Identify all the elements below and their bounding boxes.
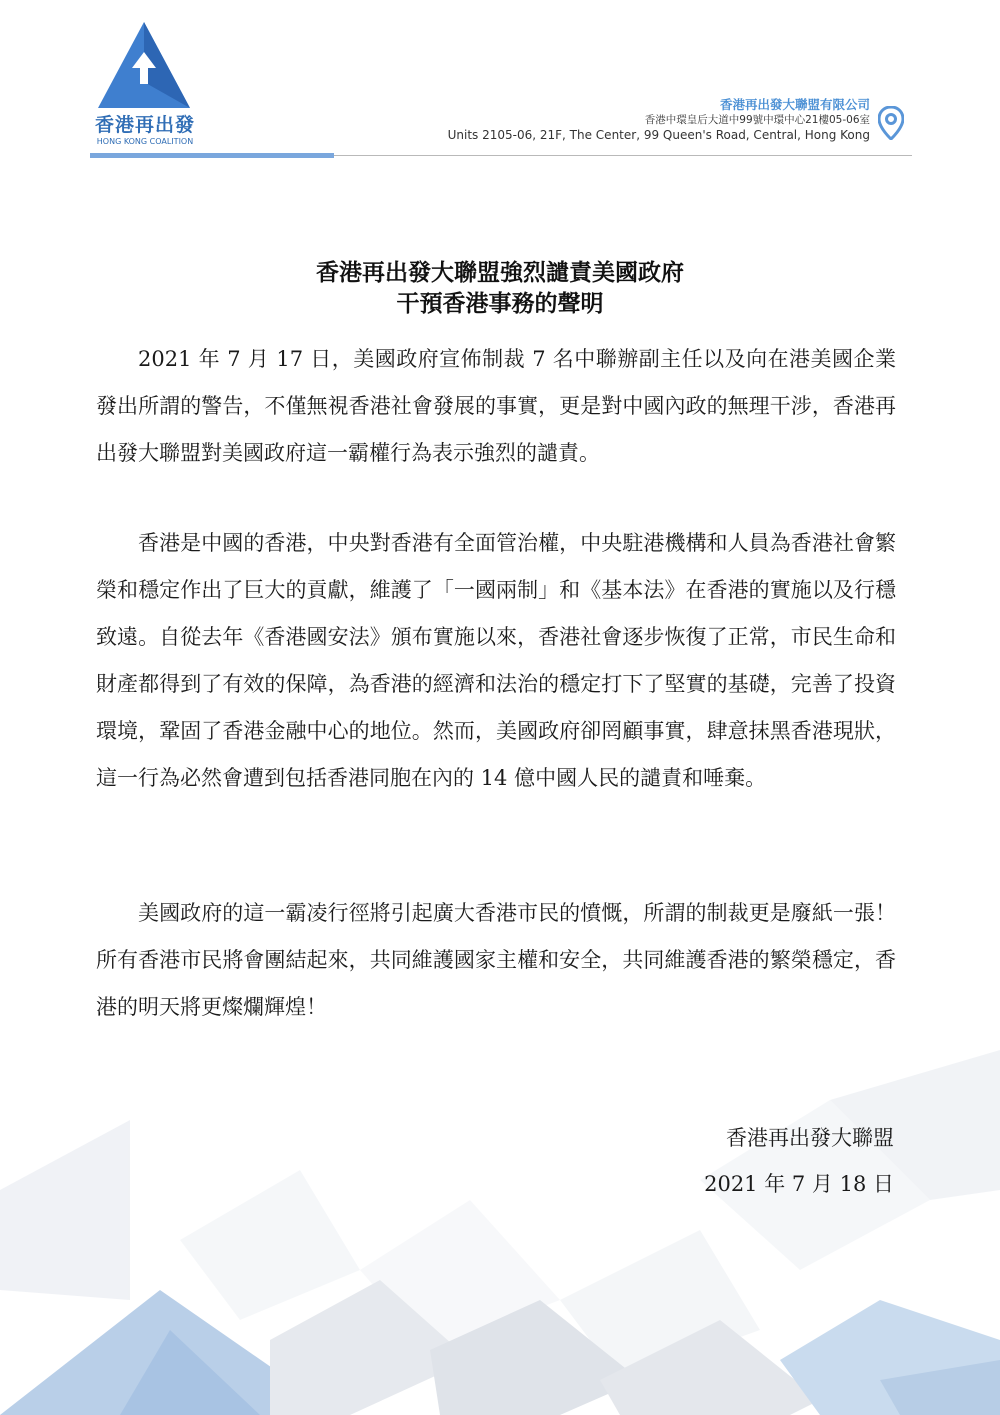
header-rule-accent	[90, 153, 334, 158]
paragraph-1-text: 2021 年 7 月 17 日，美國政府宣佈制裁 7 名中聯辦副主任以及向在港美國企業發出所謂的警告，不僅無視香港社會發展的事實，更是對中國內政的無理干涉，香港再出發大聯盟對美國政府這一霸權行為表示強烈的譴責。	[96, 347, 896, 465]
address-zh: 香港中環皇后大道中99號中環中心21樓05-06室	[644, 114, 870, 126]
mountain-arrow-logo-icon	[98, 22, 190, 112]
paragraph-2	[96, 520, 896, 802]
statement-title-line1: 香港再出發大聯盟強烈譴責美國政府	[316, 260, 684, 286]
letterhead	[0, 0, 1000, 170]
paragraph-3	[96, 890, 896, 1031]
logo-name-zh: 香港再出發	[94, 114, 195, 136]
signature-organization: 香港再出發大聯盟	[726, 1126, 894, 1150]
location-pin-icon	[878, 106, 904, 140]
paragraph-3-text: 美國政府的這一霸凌行徑將引起廣大香港市民的憤慨，所謂的制裁更是廢紙一張！所有香港市民將會團結起來，共同維護國家主權和安全，共同維護香港的繁榮穩定，香港的明天將更燦爛輝煌！	[96, 901, 896, 1019]
signature-date: 2021 年 7 月 18 日	[704, 1172, 894, 1196]
company-name: 香港再出發大聯盟有限公司	[719, 97, 870, 112]
paragraph-1	[96, 336, 896, 477]
header-rule	[334, 155, 912, 156]
address-en: Units 2105-06, 21F, The Center, 99 Queen's Road, Central, Hong Kong	[447, 128, 870, 142]
statement-title-line2: 干預香港事務的聲明	[396, 291, 604, 317]
logo-name-en: HONG KONG COALITION	[96, 137, 194, 146]
paragraph-2-text: 香港是中國的香港，中央對香港有全面管治權，中央駐港機構和人員為香港社會繁榮和穩定作出了巨大的貢獻，維護了「一國兩制」和《基本法》在香港的實施以及行穩致遠。自從去年《香港國安法》頒布實施以來，香港社會逐步恢復了正常，市民生命和財產都得到了有效的保障，為香港的經濟和法治的穩定打下了堅實的基礎，完善了投資環境，鞏固了香港金融中心的地位。然而，美國政府卻罔顧事實，肆意抹黑香港現狀，這一行為必然會遭到包括香港同胞在內的 14 億中國人民的譴責和唾棄。	[96, 531, 896, 790]
